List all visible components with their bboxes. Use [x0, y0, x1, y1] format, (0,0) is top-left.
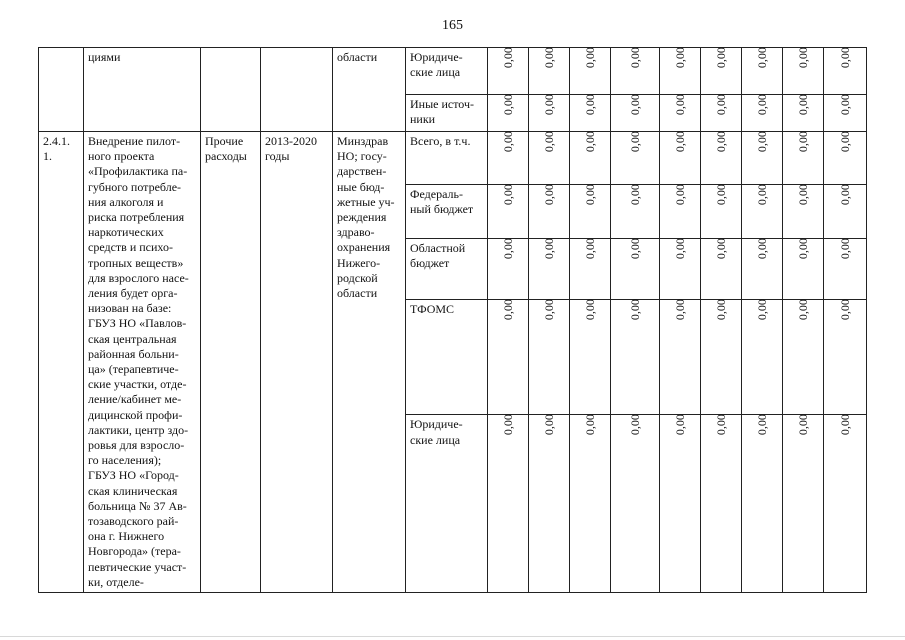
- amount-cell: [488, 48, 529, 95]
- measure-number-cell: [39, 48, 84, 132]
- measure-content-cell-text: Внедрение пилот- ного проекта «Профилактика па- губного потребле- ния алкоголя и риска потребления наркотических средств и психо- тропных веществ» для взрослого насе- ления будет орга- низован на базе: ГБУЗ НО «Павлов- ская центральная районная больни- ца» (терапевтиче- ские участки, отде- ление/кабинет ме- дицинской профи- лактики, центр здо- ровья для взросло- го населения); ГБУЗ НО «Город- ская клиническая больница № 37 Ав- тозаводского рай- она г. Нижнего Новгорода» (тера- певтические участ- ки, отделе-: [88, 134, 189, 589]
- amount-value: 0,00: [672, 183, 687, 205]
- amount-value: 0,00: [582, 298, 597, 320]
- amount-value: 0,00: [713, 298, 728, 320]
- amount-value: 0,00: [541, 94, 556, 116]
- amount-cell: [570, 95, 611, 132]
- amount-cell: [701, 184, 742, 238]
- amount-value: 0,00: [795, 131, 810, 153]
- amount-value: 0,00: [500, 298, 515, 320]
- amount-value: 0,00: [627, 94, 642, 116]
- funding-source-cell: [406, 95, 488, 132]
- amount-value: 0,00: [672, 94, 687, 116]
- funding-source-cell: [406, 415, 488, 593]
- amount-cell: [701, 238, 742, 299]
- amount-cell: [742, 48, 783, 95]
- amount-value: 0,00: [541, 298, 556, 320]
- funding-source-cell-text: Областной бюджет: [410, 240, 466, 270]
- page-number: 165: [442, 18, 463, 33]
- amount-cell: [488, 95, 529, 132]
- amount-cell: [783, 184, 824, 238]
- amount-cell: [611, 415, 660, 593]
- amount-cell: [529, 184, 570, 238]
- amount-value: 0,00: [627, 237, 642, 259]
- amount-cell: [742, 415, 783, 593]
- amount-value: 0,00: [672, 47, 687, 69]
- amount-cell: [824, 132, 867, 185]
- measure-content-cell: [84, 48, 201, 132]
- funding-source-cell-text: Иные источ- ники: [410, 97, 475, 127]
- measure-number-cell: [39, 132, 84, 593]
- amount-cell: [529, 238, 570, 299]
- amount-value: 0,00: [672, 414, 687, 436]
- amount-value: 0,00: [582, 183, 597, 205]
- amount-cell: [701, 48, 742, 95]
- amount-value: 0,00: [837, 47, 852, 69]
- amount-value: 0,00: [713, 94, 728, 116]
- amount-cell: [783, 415, 824, 593]
- amount-cell: [742, 238, 783, 299]
- funding-source-cell-text: Юридиче- ские лица: [410, 417, 463, 447]
- amount-value: 0,00: [541, 237, 556, 259]
- amount-cell: [742, 95, 783, 132]
- measure-content-cell-text: циями: [88, 50, 121, 64]
- amount-value: 0,00: [627, 183, 642, 205]
- amount-value: 0,00: [754, 47, 769, 69]
- amount-cell: [570, 132, 611, 185]
- amount-cell: [529, 48, 570, 95]
- amount-value: 0,00: [672, 131, 687, 153]
- amount-cell: [570, 415, 611, 593]
- amount-value: 0,00: [541, 131, 556, 153]
- amount-cell: [824, 95, 867, 132]
- funding-source-cell-text: ТФОМС: [410, 301, 455, 316]
- amount-cell: [824, 238, 867, 299]
- amount-value: 0,00: [837, 298, 852, 320]
- amount-value: 0,00: [582, 237, 597, 259]
- scan-artifact-line: [0, 636, 905, 637]
- amount-value: 0,00: [500, 183, 515, 205]
- amount-value: 0,00: [754, 298, 769, 320]
- amount-value: 0,00: [754, 131, 769, 153]
- amount-value: 0,00: [837, 131, 852, 153]
- amount-cell: [611, 48, 660, 95]
- amount-cell: [783, 238, 824, 299]
- amount-cell: [660, 95, 701, 132]
- period-cell: [261, 132, 333, 593]
- amount-value: 0,00: [837, 183, 852, 205]
- funding-source-cell: [406, 132, 488, 185]
- amount-value: 0,00: [795, 298, 810, 320]
- amount-cell: [488, 299, 529, 415]
- amount-cell: [660, 299, 701, 415]
- amount-value: 0,00: [837, 94, 852, 116]
- amount-value: 0,00: [795, 183, 810, 205]
- amount-value: 0,00: [713, 237, 728, 259]
- amount-cell: [783, 299, 824, 415]
- amount-cell: [611, 238, 660, 299]
- financing-table-body: [39, 48, 867, 593]
- amount-cell: [660, 415, 701, 593]
- table-row: [39, 48, 867, 95]
- amount-value: 0,00: [713, 414, 728, 436]
- funding-source-cell: [406, 299, 488, 415]
- amount-value: 0,00: [713, 47, 728, 69]
- executor-cell: [333, 48, 406, 132]
- amount-cell: [701, 132, 742, 185]
- amount-value: 0,00: [582, 131, 597, 153]
- amount-value: 0,00: [795, 414, 810, 436]
- amount-value: 0,00: [627, 131, 642, 153]
- amount-cell: [824, 48, 867, 95]
- amount-cell: [660, 132, 701, 185]
- amount-value: 0,00: [754, 183, 769, 205]
- amount-cell: [701, 415, 742, 593]
- amount-cell: [529, 132, 570, 185]
- expense-type-cell: [201, 48, 261, 132]
- amount-cell: [570, 184, 611, 238]
- amount-value: 0,00: [837, 414, 852, 436]
- amount-cell: [701, 299, 742, 415]
- amount-cell: [701, 95, 742, 132]
- amount-cell: [742, 184, 783, 238]
- funding-source-cell: [406, 184, 488, 238]
- amount-value: 0,00: [754, 94, 769, 116]
- amount-value: 0,00: [541, 183, 556, 205]
- expense-type-cell: [201, 132, 261, 593]
- amount-cell: [660, 184, 701, 238]
- executor-cell: [333, 132, 406, 593]
- amount-value: 0,00: [541, 414, 556, 436]
- amount-cell: [742, 132, 783, 185]
- amount-value: 0,00: [672, 237, 687, 259]
- funding-source-cell-text: Всего, в т.ч.: [410, 134, 471, 148]
- funding-source-cell: [406, 238, 488, 299]
- amount-value: 0,00: [500, 47, 515, 69]
- amount-cell: [488, 132, 529, 185]
- amount-value: 0,00: [754, 237, 769, 259]
- amount-value: 0,00: [837, 237, 852, 259]
- amount-cell: [783, 132, 824, 185]
- period-cell: [261, 48, 333, 132]
- amount-cell: [783, 95, 824, 132]
- amount-cell: [488, 415, 529, 593]
- amount-value: 0,00: [582, 47, 597, 69]
- amount-value: 0,00: [627, 298, 642, 320]
- amount-value: 0,00: [627, 47, 642, 69]
- funding-source-cell-text: Федераль- ный бюджет: [410, 186, 474, 217]
- amount-value: 0,00: [795, 237, 810, 259]
- amount-value: 0,00: [627, 414, 642, 436]
- amount-value: 0,00: [500, 131, 515, 153]
- amount-cell: [824, 184, 867, 238]
- amount-cell: [488, 238, 529, 299]
- amount-cell: [611, 132, 660, 185]
- funding-source-cell-text: Юридиче- ские лица: [410, 50, 463, 80]
- period-cell-text: 2013-2020 годы: [265, 134, 317, 164]
- executor-cell-text: Минздрав НО; госу- дарствен- ные бюд- жетные уч- реждения здраво- охранения Нижего- родской области: [337, 134, 395, 301]
- amount-cell: [488, 184, 529, 238]
- amount-cell: [824, 415, 867, 593]
- executor-cell-text: области: [337, 50, 378, 64]
- amount-cell: [742, 299, 783, 415]
- amount-value: 0,00: [582, 414, 597, 436]
- amount-cell: [529, 95, 570, 132]
- table-row: [39, 132, 867, 185]
- amount-value: 0,00: [672, 298, 687, 320]
- amount-value: 0,00: [713, 131, 728, 153]
- amount-cell: [824, 299, 867, 415]
- amount-value: 0,00: [795, 94, 810, 116]
- amount-cell: [529, 415, 570, 593]
- amount-cell: [660, 48, 701, 95]
- amount-cell: [611, 184, 660, 238]
- funding-source-cell: [406, 48, 488, 95]
- amount-cell: [570, 238, 611, 299]
- amount-cell: [660, 238, 701, 299]
- financing-table: [38, 47, 867, 593]
- amount-cell: [529, 299, 570, 415]
- amount-value: 0,00: [500, 94, 515, 116]
- amount-value: 0,00: [754, 414, 769, 436]
- measure-content-cell: [84, 132, 201, 593]
- amount-value: 0,00: [500, 414, 515, 436]
- amount-value: 0,00: [582, 94, 597, 116]
- amount-cell: [570, 299, 611, 415]
- amount-cell: [783, 48, 824, 95]
- amount-value: 0,00: [541, 47, 556, 69]
- amount-value: 0,00: [795, 47, 810, 69]
- expense-type-cell-text: Прочие расходы: [205, 134, 247, 164]
- amount-value: 0,00: [500, 237, 515, 259]
- amount-cell: [611, 95, 660, 132]
- measure-number-cell-text: 2.4.1. 1.: [43, 134, 70, 164]
- amount-cell: [570, 48, 611, 95]
- amount-cell: [611, 299, 660, 415]
- amount-value: 0,00: [713, 183, 728, 205]
